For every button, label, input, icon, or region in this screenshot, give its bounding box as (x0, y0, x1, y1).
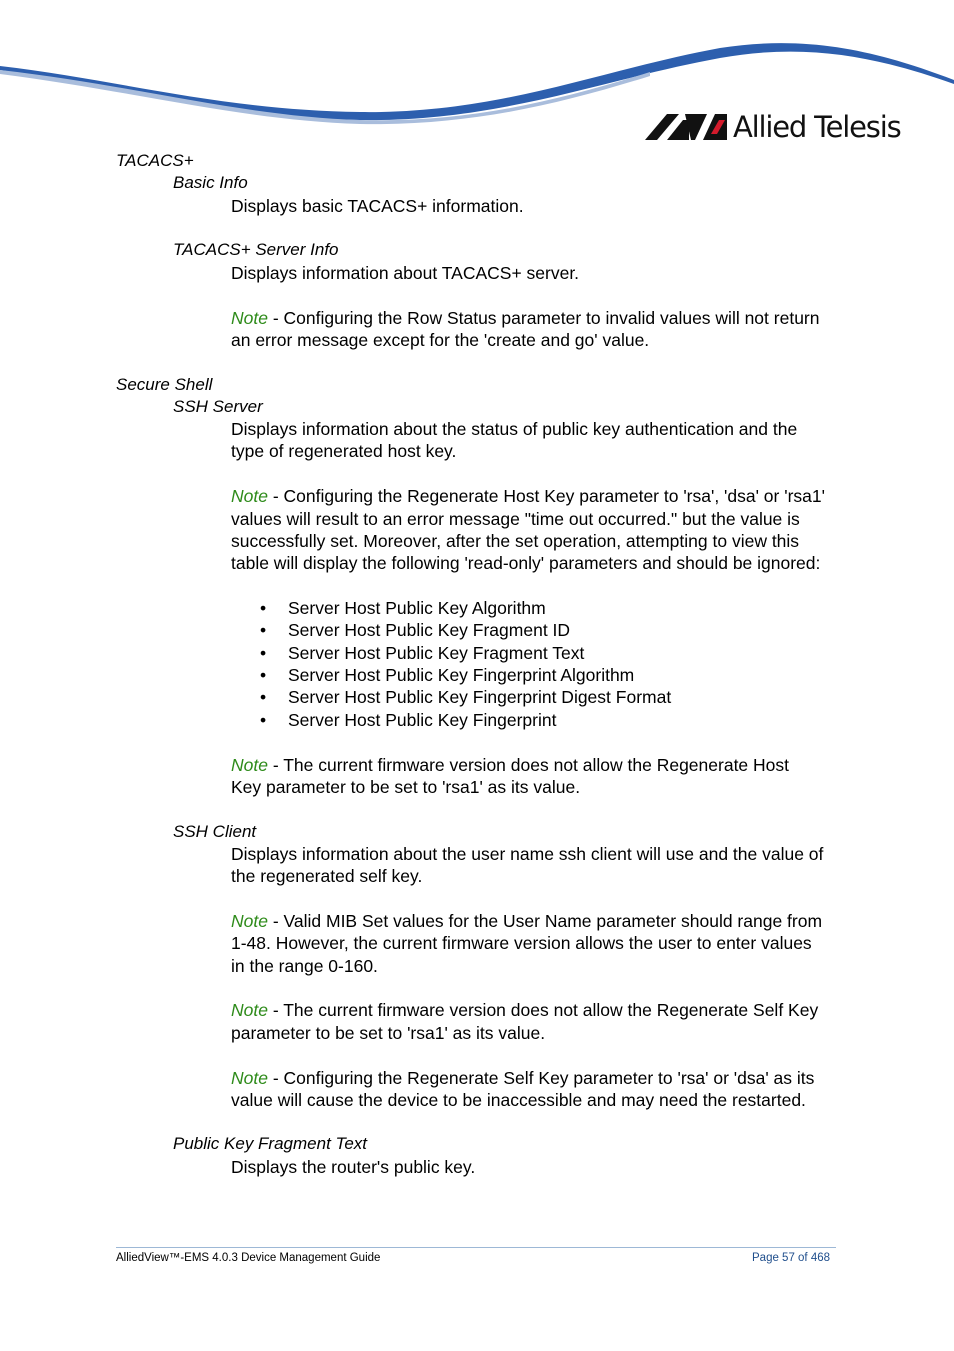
subheading-ssh-client: SSH Client (173, 822, 257, 841)
subheading-public-key-fragment-text: Public Key Fragment Text (173, 1134, 368, 1153)
note-label: Note (231, 1000, 268, 1020)
bullet-dot: • (260, 687, 267, 707)
note-text: - Configuring the Row Status parameter to invalid values will not return (267, 308, 820, 328)
list-item: Server Host Public Key Algorithm (288, 598, 546, 618)
note-label: Note (231, 308, 268, 328)
list-item: Server Host Public Key Fragment Text (288, 643, 585, 663)
allied-telesis-logo-icon (645, 114, 727, 140)
note-paragraph (231, 307, 819, 329)
list-item: Server Host Public Key Fingerprint Digest Format (288, 687, 672, 707)
bullet-dot: • (260, 665, 267, 685)
note-text: an error message except for the 'create and go' value. (231, 330, 650, 350)
bullet-dot: • (260, 643, 267, 663)
subheading-basic-info: Basic Info (173, 173, 248, 192)
note-label: Note (231, 486, 268, 506)
note-text: value will cause the device to be inaccessible and may need the restarted. (231, 1090, 806, 1110)
list-item: Server Host Public Key Fingerprint Algorithm (288, 665, 635, 685)
note-paragraph (231, 1067, 814, 1089)
note-paragraph (231, 999, 818, 1021)
list-item: Server Host Public Key Fingerprint (288, 710, 557, 730)
footer-document-title: AlliedView™-EMS 4.0.3 Device Management Guide (116, 1252, 381, 1264)
subheading-ssh-server: SSH Server (173, 397, 263, 416)
basic-info-text: Displays basic TACACS+ information. (231, 196, 524, 216)
allied-telesis-logo (645, 110, 900, 144)
note-text: parameter to be set to 'rsa1' as its value. (231, 1023, 546, 1043)
bullet-dot: • (260, 710, 267, 730)
bullet-dot: • (260, 620, 267, 640)
note-text: - Configuring the Regenerate Host Key parameter to 'rsa', 'dsa' or 'rsa1' (267, 486, 825, 506)
note-paragraph (231, 754, 789, 776)
note-text: - The current firmware version does not allow the Regenerate Self Key (267, 1000, 819, 1020)
note-text: - The current firmware version does not allow the Regenerate Host (267, 755, 790, 775)
section-heading-secure-shell: Secure Shell (116, 375, 213, 394)
note-label: Note (231, 755, 268, 775)
section-heading-tacacs: TACACS+ (116, 151, 194, 170)
logo-wordmark: Allied Telesis (733, 110, 901, 144)
note-text: - Valid MIB Set values for the User Name parameter should range from (267, 911, 823, 931)
ssh-server-text: type of regenerated host key. (231, 441, 457, 461)
note-paragraph (231, 485, 825, 507)
note-text: - Configuring the Regenerate Self Key parameter to 'rsa' or 'dsa' as its (267, 1068, 815, 1088)
footer-divider (116, 1247, 836, 1248)
tacacs-server-info-text: Displays information about TACACS+ server. (231, 263, 580, 283)
note-label: Note (231, 911, 268, 931)
footer-page-number: Page 57 of 468 (752, 1252, 831, 1264)
subheading-tacacs-server-info: TACACS+ Server Info (173, 240, 339, 259)
bullet-dot: • (260, 598, 267, 618)
list-item: Server Host Public Key Fragment ID (288, 620, 571, 640)
note-text: 1-48. However, the current firmware version allows the user to enter values (231, 933, 812, 953)
ssh-client-text: Displays information about the user name ssh client will use and the value of (231, 844, 824, 864)
note-paragraph (231, 910, 822, 932)
note-text: values will result to an error message "time out occurred." but the value is (231, 509, 800, 529)
note-text: Key parameter to be set to 'rsa1' as its value. (231, 777, 581, 797)
ssh-server-text: Displays information about the status of public key authentication and the (231, 419, 798, 439)
public-key-text: Displays the router's public key. (231, 1157, 476, 1177)
note-text: successfully set. Moreover, after the set operation, attempting to view this (231, 531, 800, 551)
note-text: in the range 0-160. (231, 956, 378, 976)
ssh-client-text: the regenerated self key. (231, 866, 423, 886)
note-label: Note (231, 1068, 268, 1088)
note-text: table will display the following 'read-only' parameters and should be ignored: (231, 553, 821, 573)
